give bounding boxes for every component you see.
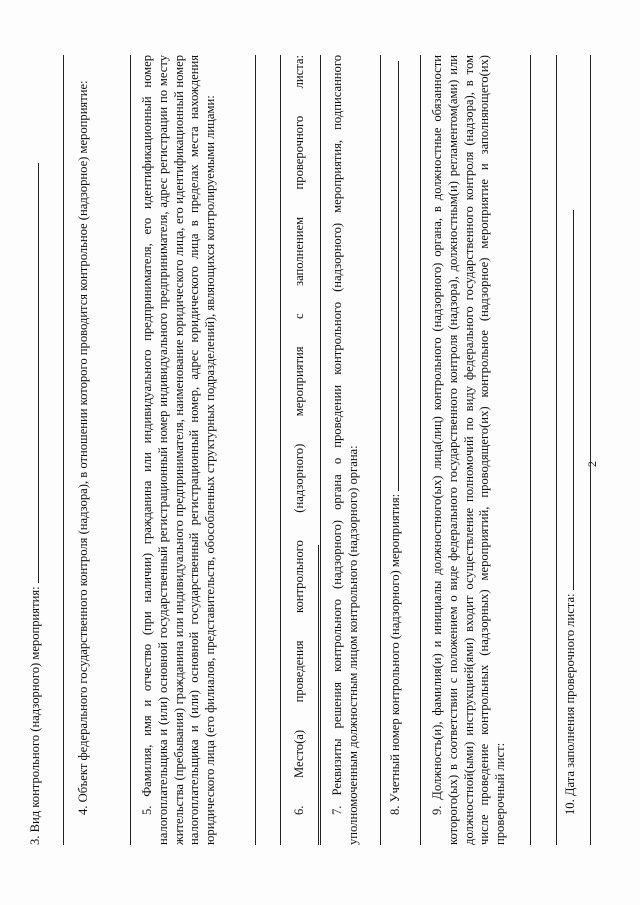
section-7-rule — [380, 55, 381, 845]
section-3 — [28, 55, 44, 845]
section-8-rule — [420, 55, 421, 845]
section-6 — [292, 55, 324, 845]
section-4 — [76, 55, 92, 845]
section-8 — [388, 55, 404, 845]
section-3-label: 3. Вид контрольного (надзорного) мероприятия: — [28, 586, 42, 845]
section-6-label: 6. Место(а) проведения контрольного (надзорного) мероприятия с заполнением проверочного листа: — [292, 55, 306, 815]
section-10-label: 10. Дата заполнения проверочного листа: — [563, 593, 577, 815]
section-10-blank — [572, 210, 574, 590]
section-7-label: 7. Реквизиты решения контрольного (надзорного) органа о проведении контрольного (надзорного) мероприятия, подписанного уполномоченным должностным лицом контрольного (надзорного) органа: — [330, 55, 360, 845]
page-number: 2 — [585, 461, 599, 467]
section-6-blank — [317, 545, 319, 845]
section-6-rule — [320, 55, 321, 845]
section-5-rule-1 — [255, 55, 256, 845]
section-8-label: 8. Учетный номер контрольного (надзорного) мероприятия: — [388, 493, 402, 815]
section-9-label: 9. Должность(и), фамилия(и) и инициалы должностного(ых) лица(лиц) контрольного (надзорного) органа, в должностные обязанности которого(ых) в соответствии с положением о виде федерального государственного контроля (надзора), должностным(и) регламентом(ами) или должностной(ыми) инструкцией(ями) входит осуществление полномочий по виду федерального государственного контроля (надзора), в том числе проведение контрольных (надзорных) мероприятий, проводящего(их) контрольное (надзорное) мероприятие и заполняющего(их) проверочный лист: — [430, 55, 508, 845]
section-3-rule — [63, 55, 64, 845]
section-4-label: 4. Объект федерального государственного контроля (надзора), в отношении которого проводится контрольное (надзорное) мероприятие: — [76, 80, 90, 815]
section-3-blank — [37, 163, 39, 583]
section-9 — [430, 55, 509, 845]
section-5-rule-2 — [280, 55, 281, 845]
section-4-rule — [130, 55, 131, 845]
section-5-label: 5. Фамилия, имя и отчество (при наличии) гражданина или индивидуального предпринимателя, его идентификационный номер налогоплательщика и (или) основной государственный регистрационный номер индивидуального предпринимателя, адрес регистрации по месту жительства (пребывания) гражданина или индивидуального предпринимателя, наименование юридического лица, его идентификационный номер налогоплательщика и (или) основной государственный регистрационный номер, адрес юридического лица в пределах места нахождения юридического лица (его филиалов, представительств, обособленных структурных подразделений), являющихся контролируемыми лицами: — [140, 55, 218, 845]
section-8-blank — [397, 61, 399, 491]
section-5 — [140, 55, 219, 845]
section-9-rule-2 — [556, 55, 557, 845]
section-10-rule — [590, 55, 591, 845]
section-10 — [563, 55, 579, 845]
section-9-rule-1 — [530, 55, 531, 845]
section-7 — [330, 55, 362, 845]
